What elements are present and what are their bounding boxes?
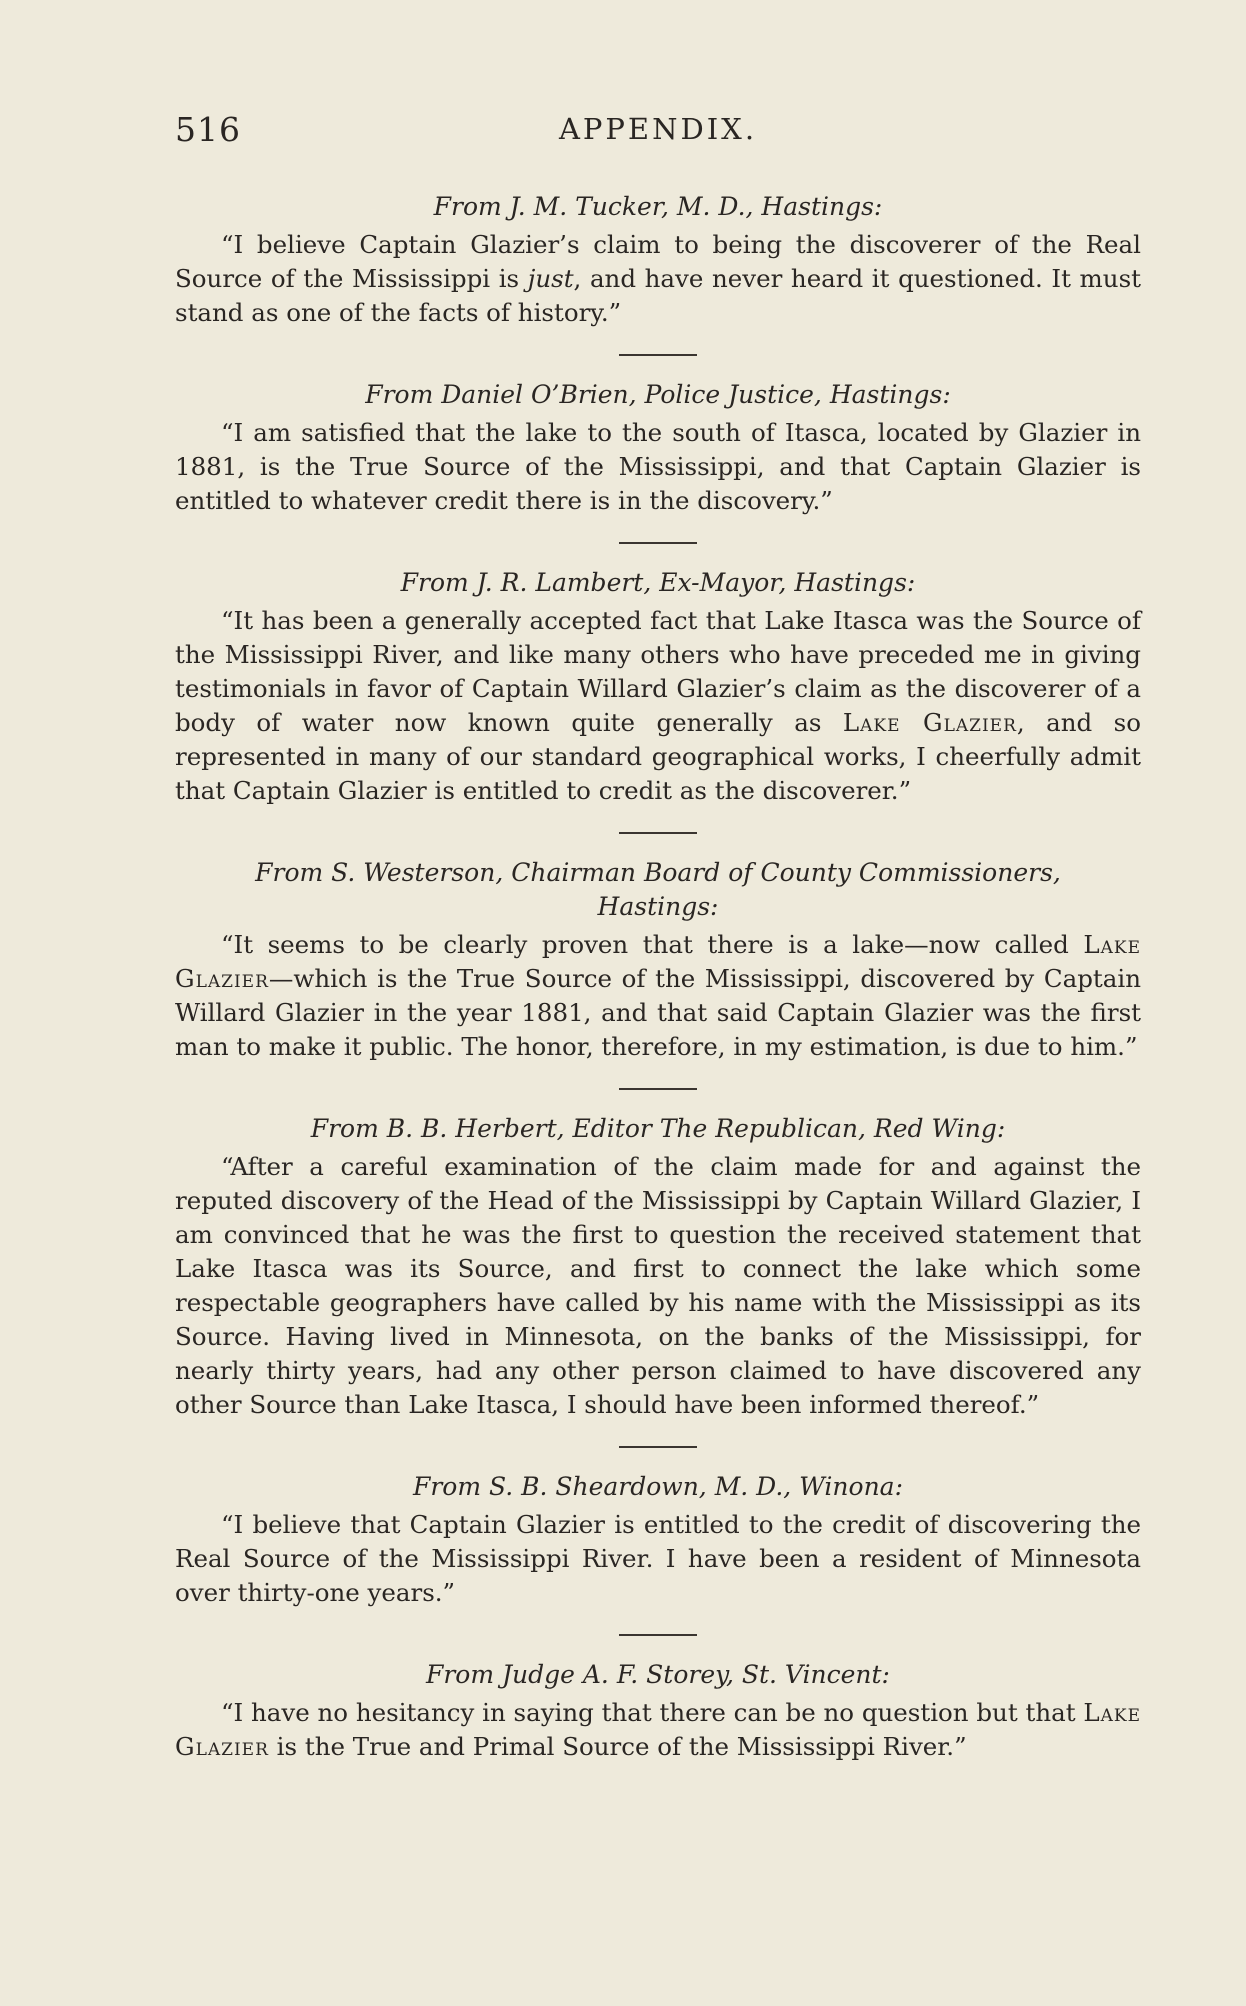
section-divider bbox=[619, 354, 697, 356]
testimonial-quote bbox=[175, 228, 1141, 330]
quote-text: “After a careful examination of the claim made for and against the reputed discovery of the Head of the Mississippi by Captain Willard Glazier, I am convinced that he was the first to question the received statement that Lake Itasca was its Source, and first to connect the lake which some respectable geographers have called by his name with the Mississippi as its Source. Having lived in Minnesota, on the banks of the Mississippi, for nearly thirty years, had any other person claimed to have discovered any other Source than Lake Itasca, I should have been informed thereof.” bbox=[175, 1152, 1141, 1419]
testimonial bbox=[175, 856, 1141, 1064]
testimonial bbox=[175, 1658, 1141, 1764]
section-divider bbox=[619, 832, 697, 834]
quote-text: “I believe that Captain Glazier is entitled to the credit of discovering the Real Source of the Mississippi River. I have been a resident of Minnesota over thirty-one years.” bbox=[175, 1510, 1141, 1607]
place-name: Lake Glazier bbox=[175, 930, 1141, 993]
section-divider bbox=[619, 1088, 697, 1090]
testimonial bbox=[175, 566, 1141, 808]
section-divider bbox=[619, 1446, 697, 1448]
testimonial-source: From Judge A. F. Storey, St. Vincent: bbox=[426, 1660, 890, 1689]
book-page bbox=[175, 100, 1141, 1764]
section-divider bbox=[619, 1634, 697, 1636]
testimonial-quote bbox=[175, 1696, 1141, 1764]
quote-text: “I have no hesitancy in saying that there can be no question but that bbox=[221, 1698, 1084, 1727]
page-header bbox=[175, 100, 1141, 160]
place-name: Lake Glazier bbox=[842, 708, 1017, 737]
testimonial-source: From Daniel O’Brien, Police Justice, Hastings: bbox=[365, 380, 951, 409]
testimonial-source: From B. B. Herbert, Editor The Republican, Red Wing: bbox=[310, 1114, 1006, 1143]
section-divider bbox=[619, 542, 697, 544]
place-name: Lake Glazier bbox=[175, 1698, 1141, 1761]
testimonial-quote bbox=[175, 416, 1141, 518]
testimonial-source: From S. Westerson, Chairman Board of County Commissioners, Hastings: bbox=[255, 858, 1061, 921]
testimonial-quote bbox=[175, 1508, 1141, 1610]
testimonial-quote bbox=[175, 604, 1141, 808]
quote-text: is the True and Primal Source of the Mississippi River.” bbox=[268, 1732, 967, 1761]
testimonial-source: From J. R. Lambert, Ex-Mayor, Hastings: bbox=[400, 568, 916, 597]
testimonial-quote bbox=[175, 928, 1141, 1064]
quote-text: —which is the True Source of the Mississippi, discovered by Captain Willard Glazier in the year 1881, and that said Captain Glazier was the first man to make it public. The honor, therefore, in my estimation, is due to him.” bbox=[175, 964, 1141, 1061]
testimonial bbox=[175, 190, 1141, 330]
testimonial bbox=[175, 378, 1141, 518]
running-head: APPENDIX. bbox=[558, 112, 758, 146]
emphasis: just bbox=[527, 264, 574, 293]
quote-text: “It has been a generally accepted fact that Lake Itasca was the Source of the Mississippi River, and like many others who have preceded me in giving testimonials in favor of Captain Willard Glazier’s claim as the discoverer of a body of water now known quite generally as bbox=[175, 606, 1141, 737]
testimonial-source: From S. B. Sheardown, M. D., Winona: bbox=[412, 1472, 904, 1501]
testimonial-quote bbox=[175, 1150, 1141, 1422]
quote-text: , and so represented in many of our standard geographical works, I cheerfully admit that Captain Glazier is entitled to credit as the discoverer.” bbox=[175, 708, 1141, 805]
quote-text: “It seems to be clearly proven that there is a lake—now called bbox=[221, 930, 1084, 959]
quote-text: “I am satisfied that the lake to the south of Itasca, located by Glazier in 1881, is the True Source of the Mississippi, and that Captain Glazier is entitled to whatever credit there is in the discovery.” bbox=[175, 418, 1141, 515]
quote-text: “I believe Captain Glazier’s claim to being the discoverer of the Real Source of the Mississippi is bbox=[175, 230, 1141, 293]
testimonial bbox=[175, 1112, 1141, 1422]
quote-text: , and have never heard it questioned. It must stand as one of the facts of history.” bbox=[175, 264, 1141, 327]
page-number: 516 bbox=[175, 110, 241, 149]
testimonial-source: From J. M. Tucker, M. D., Hastings: bbox=[433, 192, 883, 221]
testimonial bbox=[175, 1470, 1141, 1610]
testimonial-list bbox=[175, 190, 1141, 1764]
